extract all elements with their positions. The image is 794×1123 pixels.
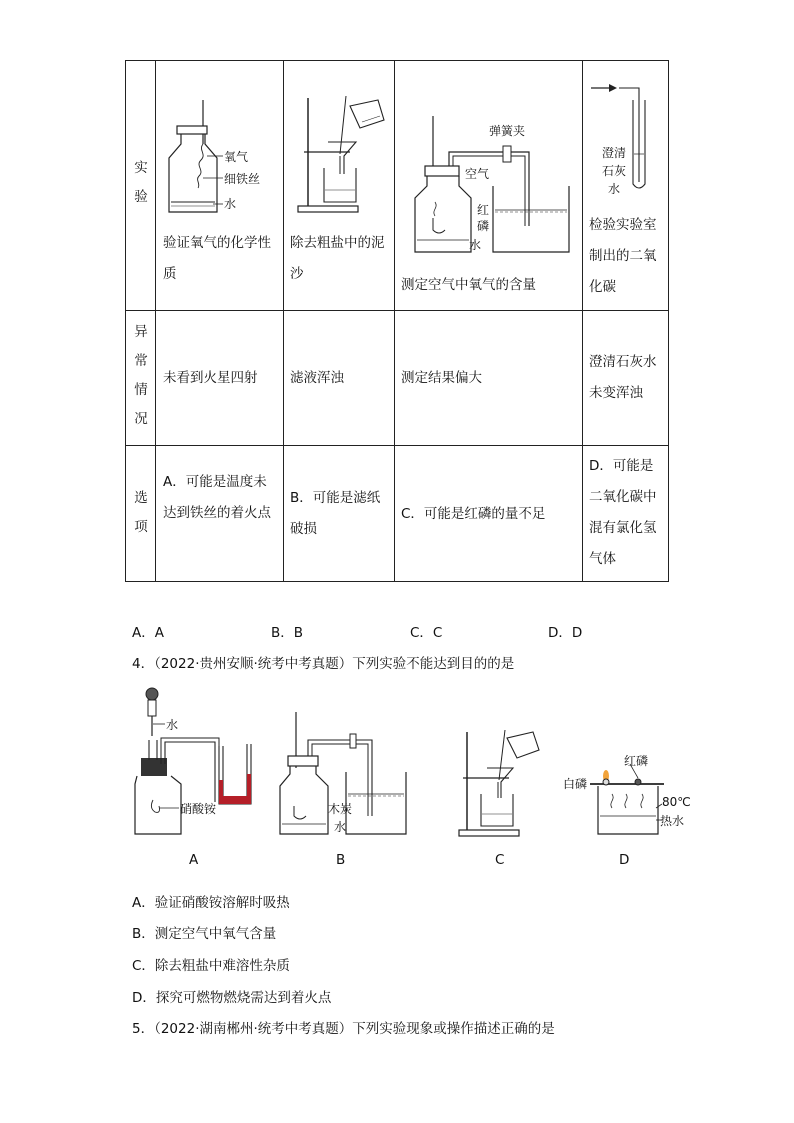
table-border — [125, 60, 669, 61]
table-border — [125, 310, 669, 311]
q3-choice-a[interactable]: A．A — [132, 625, 164, 641]
option-c: C．可能是红磷的量不足 — [401, 506, 546, 522]
abnormal-2: 滤液浑浊 — [290, 370, 344, 386]
table-border — [668, 60, 669, 582]
exp-text-4: 检验实验室制出的二氧化碳 — [589, 217, 657, 295]
option-d: D．可能是二氧化碳中混有氯化氢气体 — [589, 458, 657, 567]
label-water: 水 — [469, 238, 482, 252]
q3-choice-c[interactable]: C．C — [410, 625, 443, 641]
table-border — [582, 60, 583, 582]
label-water: 水 — [334, 820, 347, 834]
q4-option-c[interactable]: C．除去粗盐中难溶性杂质 — [132, 958, 290, 974]
q4-option-a[interactable]: A．验证硝酸铵溶解时吸热 — [132, 895, 290, 911]
row-header-option: 选项 — [134, 490, 148, 535]
q3-choice-d[interactable]: D．D — [548, 625, 583, 641]
label-water: 水 — [166, 718, 179, 732]
exp-text-1: 验证氧气的化学性质 — [163, 235, 271, 282]
label-white-phosphorus: 白磷 — [563, 777, 588, 791]
abnormal-4: 澄清石灰水未变浑浊 — [589, 354, 657, 401]
label-ammonium-nitrate: 硝酸铵 — [180, 802, 217, 816]
option-b: B．可能是滤纸破损 — [290, 490, 381, 537]
q4-figure-caption-b: B — [336, 852, 346, 868]
label-hot-water: 热水 — [660, 814, 685, 828]
table-border — [125, 445, 669, 446]
table-border — [283, 60, 284, 582]
q4-figure-caption-c: C — [495, 852, 505, 868]
row-header-experiment: 实验 — [134, 160, 148, 205]
q4-figure-caption-a: A — [189, 852, 199, 868]
label-charcoal: 木炭 — [328, 802, 353, 816]
exp-text-3: 测定空气中氧气的含量 — [401, 277, 536, 293]
exp-text-2: 除去粗盐中的泥沙 — [290, 235, 385, 282]
q5-stem: 5．（2022·湖南郴州·统考中考真题）下列实验现象或操作描述正确的是 — [132, 1021, 555, 1037]
oxygen-jar-figure — [163, 98, 283, 216]
table-border — [125, 60, 126, 582]
q4-stem: 4．（2022·贵州安顺·统考中考真题）下列实验不能达到目的的是 — [132, 656, 515, 672]
q3-choice-b[interactable]: B．B — [271, 625, 304, 641]
label-temperature: 80℃ — [662, 795, 691, 809]
table-border — [394, 60, 395, 582]
label-air: 空气 — [465, 167, 490, 181]
label-oxygen: 氧气 — [224, 150, 249, 164]
q4-figure-c — [455, 728, 545, 840]
label-spring-clip: 弹簧夹 — [489, 124, 526, 138]
label-limewater: 澄清石灰水 — [601, 146, 626, 196]
table-border — [125, 581, 669, 582]
table-border — [155, 60, 156, 582]
q4-option-d[interactable]: D．探究可燃物燃烧需达到着火点 — [132, 990, 332, 1006]
label-iron-wire: 细铁丝 — [224, 172, 261, 186]
abnormal-1: 未看到火星四射 — [163, 370, 258, 386]
experiment-table — [125, 60, 669, 582]
label-red-phosphorus: 红磷 — [477, 203, 490, 233]
row-header-abnormal: 异常情况 — [134, 324, 148, 427]
abnormal-3: 测定结果偏大 — [401, 370, 482, 386]
q4-option-b[interactable]: B．测定空气中氧气含量 — [132, 926, 277, 942]
filtration-figure — [290, 94, 390, 216]
label-red-phosphorus: 红磷 — [624, 754, 649, 768]
option-a: A．可能是温度未达到铁丝的着火点 — [163, 474, 271, 521]
q4-figure-caption-d: D — [619, 852, 630, 868]
label-water: 水 — [224, 197, 237, 211]
